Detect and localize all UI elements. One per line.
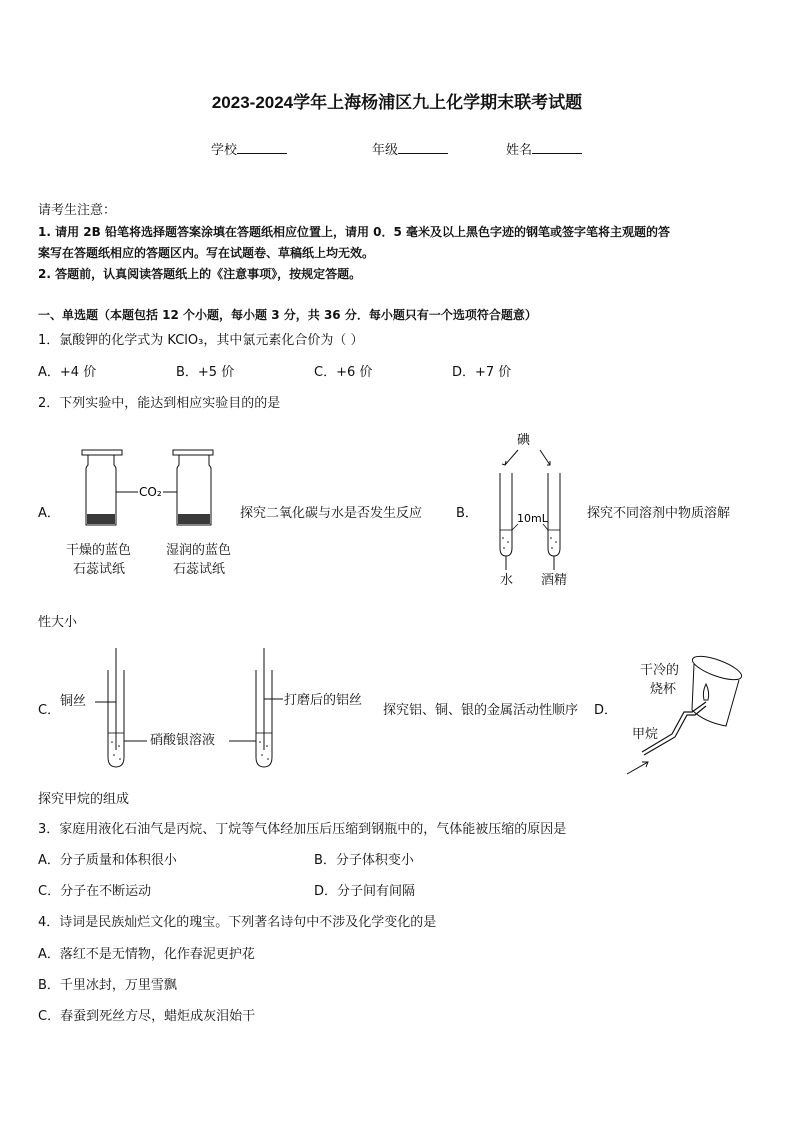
q4-option-a[interactable]: A．落红不是无情物，化作春泥更护花: [38, 947, 255, 962]
q2-option-b-text-cont: 性大小: [38, 615, 78, 630]
q3-option-b[interactable]: B．分子体积变小: [314, 853, 414, 868]
q3-option-a[interactable]: A．分子质量和体积很小: [38, 853, 177, 868]
q2-option-c-letter[interactable]: C．: [38, 703, 61, 718]
q1-option-d[interactable]: D．+7 价: [452, 365, 512, 380]
notice-line-1b: 案写在答题纸相应的答题区内。写在试题卷、草稿纸上均无效。: [38, 246, 375, 260]
school-label: 学校: [211, 143, 238, 158]
bottle-1-stopper: [82, 450, 122, 455]
q1-option-c[interactable]: C．+6 价: [314, 365, 373, 380]
dry-paper-caption-2: 石蕊试纸: [73, 562, 126, 577]
grade-field[interactable]: [372, 141, 448, 159]
q2-option-c-text: 探究铝、铜、银的金属活动性顺序: [383, 703, 579, 718]
q4-option-c[interactable]: C．春蚕到死丝方尽，蜡炬成灰泪始干: [38, 1009, 256, 1024]
notice-line-2: 2. 答题前，认真阅读答题纸上的《注意事项》，按规定答题。: [38, 267, 362, 281]
cold-beaker-label-2: 烧杯: [650, 682, 677, 697]
school-field[interactable]: [211, 141, 287, 159]
grade-blank[interactable]: [398, 141, 448, 154]
notice-line-1a: 1. 请用 2B 铅笔将选择题答案涂填在答题纸相应位置上，请用 0．5 毫米及以上黑色字迹的钢笔或签字笔将主观题的答: [38, 225, 670, 239]
iodine-solvent-diagram: [488, 428, 578, 590]
water-label: 水: [500, 573, 514, 588]
q3-option-d[interactable]: D．分子间有间隔: [314, 884, 416, 899]
metal-activity-diagram: [95, 645, 295, 775]
q3-option-c[interactable]: C．分子在不断运动: [38, 884, 152, 899]
school-blank[interactable]: [237, 141, 287, 154]
q2-option-b-text: 探究不同溶剂中物质溶解: [587, 506, 731, 521]
notice-heading: 请考生注意：: [38, 203, 117, 218]
cold-beaker-label-1: 干冷的: [640, 663, 680, 678]
q2-option-d-text: 探究甲烷的组成: [38, 792, 130, 807]
bottle-1-paper: [87, 514, 115, 524]
q4-stem: 4．诗词是民族灿烂文化的瑰宝。下列著名诗句中不涉及化学变化的是: [38, 915, 437, 930]
cold-beaker: [690, 652, 744, 684]
q2-stem: 2．下列实验中，能达到相应实验目的的是: [38, 396, 281, 411]
q1-option-a[interactable]: A．+4 价: [38, 365, 97, 380]
silver-nitrate-label: 硝酸银溶液: [150, 733, 216, 748]
grade-label: 年级: [372, 143, 399, 158]
dry-paper-caption-1: 干燥的蓝色: [66, 543, 132, 558]
flame-icon: [703, 684, 708, 700]
wet-paper-caption-2: 石蕊试纸: [173, 562, 226, 577]
volume-label: 10mL: [517, 512, 548, 525]
name-label: 姓名: [506, 143, 533, 158]
name-blank[interactable]: [532, 141, 582, 154]
q2-option-a-text: 探究二氧化碳与水是否发生反应: [240, 506, 423, 521]
q2-option-a-letter[interactable]: A．: [38, 506, 60, 521]
q2-option-b-letter[interactable]: B．: [456, 506, 478, 521]
q1-option-b[interactable]: B．+5 价: [176, 365, 235, 380]
co2-label: CO₂: [139, 485, 162, 499]
q2-option-d-letter[interactable]: D．: [594, 703, 618, 718]
water-tube: [500, 473, 512, 556]
name-field[interactable]: [506, 141, 582, 159]
q3-stem: 3．家庭用液化石油气是丙烷、丁烷等气体经加压后压缩到钢瓶中的，气体能被压缩的原因是: [38, 822, 567, 837]
wet-paper-caption-1: 湿润的蓝色: [166, 543, 232, 558]
methane-label: 甲烷: [632, 727, 659, 742]
q4-option-b[interactable]: B．千里冰封，万里雪飘: [38, 978, 177, 993]
copper-label: 铜丝: [60, 694, 87, 709]
bottle-2-stopper: [173, 450, 213, 455]
alcohol-tube: [548, 473, 560, 556]
section-heading: 一、单选题（本题包括 12 个小题，每小题 3 分，共 36 分．每小题只有一个选项符合题意）: [38, 308, 537, 322]
page-title: 2023-2024学年上海杨浦区九上化学期末联考试题: [211, 93, 583, 112]
iodine-label: 碘: [517, 433, 531, 448]
alcohol-label: 酒精: [541, 573, 568, 588]
bottle-2-paper: [178, 514, 210, 524]
q1-stem: 1．氯酸钾的化学式为 KClO₃，其中氯元素化合价为（ ）: [38, 333, 364, 348]
co2-bottles-diagram: [60, 445, 240, 535]
aluminum-label: 打磨后的铝丝: [284, 693, 363, 708]
